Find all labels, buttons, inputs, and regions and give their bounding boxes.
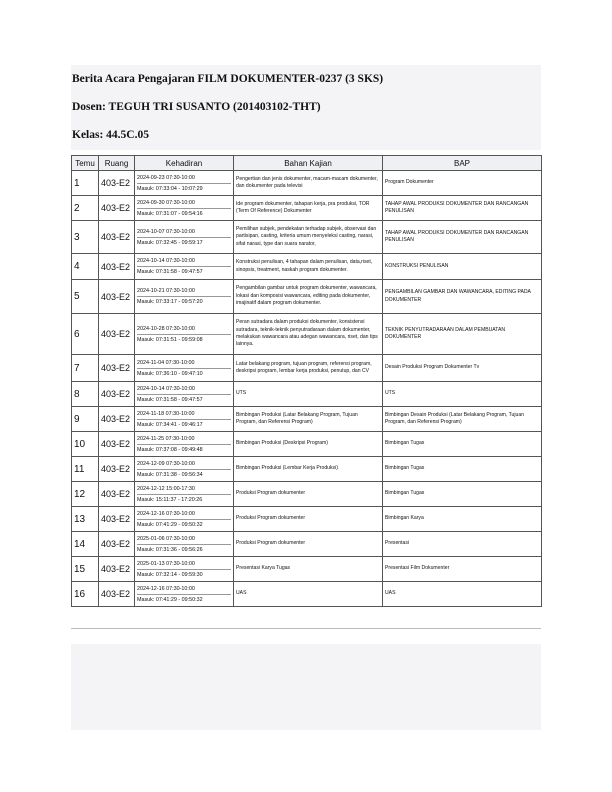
- check-in-time: Masuk: 07:31:38 - 09:56:34: [137, 471, 203, 478]
- check-in-time: Masuk: 07:32:45 - 09:59:17: [137, 239, 203, 246]
- cell-kehadiran: [135, 382, 234, 407]
- cell-bahan-kajian: Pengertian dan jenis dokumenter, macam-macam dokumenter, dan dokumenter pada televisi: [234, 171, 383, 196]
- cell-temu: 1: [72, 171, 99, 196]
- cell-ruang: 403-E2: [99, 407, 135, 432]
- cell-bap: Presentasi Film Dokumenter: [383, 557, 542, 582]
- cell-ruang: 403-E2: [99, 382, 135, 407]
- cell-temu: 3: [72, 221, 99, 254]
- scheduled-time: 2024-12-09 07:30-10:00: [137, 459, 231, 470]
- cell-kehadiran: [135, 280, 234, 314]
- table-row: [72, 432, 542, 457]
- cell-ruang: 403-E2: [99, 254, 135, 280]
- check-in-time: Masuk: 07:41:29 - 09:50:32: [137, 596, 203, 603]
- cell-temu: 10: [72, 432, 99, 457]
- cell-bahan-kajian: Produksi Program dokumenter: [234, 507, 383, 532]
- cell-temu: 13: [72, 507, 99, 532]
- cell-ruang: 403-E2: [99, 582, 135, 607]
- cell-kehadiran: [135, 196, 234, 221]
- cell-kehadiran: [135, 482, 234, 507]
- check-in-time: Masuk: 07:36:10 - 09:47:10: [137, 370, 203, 377]
- table-row: [72, 280, 542, 314]
- scheduled-time: 2024-09-23 07:30-10:00: [137, 173, 231, 184]
- cell-ruang: 403-E2: [99, 196, 135, 221]
- cell-bap: TAHAP AWAL PRODUKSI DOKUMENTER DAN RANCANGAN PENULISAN: [383, 196, 542, 221]
- cell-bahan-kajian: Produksi Program dokumenter: [234, 532, 383, 557]
- cell-bap: UAS: [383, 582, 542, 607]
- cell-kehadiran: [135, 432, 234, 457]
- cell-ruang: 403-E2: [99, 314, 135, 355]
- cell-kehadiran: [135, 507, 234, 532]
- cell-bap: Desain Produksi Program Dokumenter Tv: [383, 355, 542, 382]
- cell-bahan-kajian: Presentasi Karya Tugas: [234, 557, 383, 582]
- cell-temu: 14: [72, 532, 99, 557]
- cell-temu: 8: [72, 382, 99, 407]
- table-row: [72, 507, 542, 532]
- col-header-bahan-kajian: Bahan Kajian: [234, 156, 383, 171]
- scheduled-time: 2024-10-07 07:30-10:00: [137, 227, 231, 238]
- cell-kehadiran: [135, 582, 234, 607]
- cell-bap: UTS: [383, 382, 542, 407]
- table-row: [72, 221, 542, 254]
- scheduled-time: 2024-12-16 07:30-10:00: [137, 584, 231, 595]
- cell-bahan-kajian: Produksi Program dokumenter: [234, 482, 383, 507]
- cell-kehadiran: [135, 355, 234, 382]
- cell-temu: 12: [72, 482, 99, 507]
- cell-temu: 2: [72, 196, 99, 221]
- col-header-ruang: Ruang: [99, 156, 135, 171]
- table-header-row: [72, 156, 542, 171]
- cell-kehadiran: [135, 532, 234, 557]
- col-header-bap: BAP: [383, 156, 542, 171]
- scheduled-time: 2024-11-25 07:30-10:00: [137, 434, 231, 445]
- divider: [71, 628, 541, 629]
- attendance-table: [71, 155, 542, 607]
- cell-kehadiran: [135, 171, 234, 196]
- check-in-time: Masuk: 15:11:37 - 17:20:26: [137, 496, 203, 503]
- scheduled-time: 2024-11-04 07:30-10:00: [137, 358, 231, 369]
- scheduled-time: 2024-10-21 07:30-10:00: [137, 286, 231, 297]
- scheduled-time: 2025-01-06 07:30-10:00: [137, 534, 231, 545]
- cell-temu: 9: [72, 407, 99, 432]
- table-row: [72, 171, 542, 196]
- cell-bahan-kajian: Latar belakang program, tujuan program, referensi program, deskripsi program, lembar kerja produksi, penutup, dan CV: [234, 355, 383, 382]
- scheduled-time: 2024-11-18 07:30-10:00: [137, 409, 231, 420]
- check-in-time: Masuk: 07:41:29 - 09:50:32: [137, 521, 203, 528]
- cell-bap: TAHAP AWAL PRODUKSI DOKUMENTER DAN RANCANGAN PENULISAN: [383, 221, 542, 254]
- scheduled-time: 2024-10-14 07:30-10:00: [137, 384, 231, 395]
- cell-kehadiran: [135, 457, 234, 482]
- check-in-time: Masuk: 07:31:58 - 09:47:57: [137, 396, 203, 403]
- cell-temu: 5: [72, 280, 99, 314]
- check-in-time: Masuk: 07:31:07 - 09:54:16: [137, 210, 203, 217]
- scheduled-time: 2025-01-13 07:30-10:00: [137, 559, 231, 570]
- scheduled-time: 2024-10-14 07:30-10:00: [137, 256, 231, 267]
- cell-ruang: 403-E2: [99, 221, 135, 254]
- table-row: [72, 557, 542, 582]
- cell-bahan-kajian: UTS: [234, 382, 383, 407]
- check-in-time: Masuk: 07:33:04 - 10:07:29: [137, 185, 203, 192]
- cell-bahan-kajian: Konstruksi penulisan, 4 tahapan dalam penulisan, data,riset, sinopsis, treatment, naskah program dokumenter.: [234, 254, 383, 280]
- cell-bahan-kajian: Pengambilan gambar untuk program dokumenter, wawancara, lokasi dan komposisi wawancara, editing pada dokumenter, imajinatif dalam program dokumenter.: [234, 280, 383, 314]
- col-header-kehadiran: Kehadiran: [135, 156, 234, 171]
- check-in-time: Masuk: 07:33:17 - 09:57:20: [137, 299, 203, 305]
- cell-temu: 4: [72, 254, 99, 280]
- cell-temu: 7: [72, 355, 99, 382]
- cell-ruang: 403-E2: [99, 532, 135, 557]
- cell-bap: Presentasi: [383, 532, 542, 557]
- cell-bahan-kajian: Ide program dokumenter, tahapan kerja, pra produksi, TOR (Term Of Reference) Dokumenter: [234, 196, 383, 221]
- cell-ruang: 403-E2: [99, 482, 135, 507]
- cell-bahan-kajian: Pemilihan subjek, pendekatan terhadap subjek, observasi dan partisipan, casting, kriteria umum menyeleksi casting, narasi, sifat narasi, type dan suara narator,: [234, 221, 383, 254]
- cell-bap: KONSTRUKSI PENULISAN: [383, 254, 542, 280]
- cell-bap: Bimbingan Tugas: [383, 482, 542, 507]
- cell-bahan-kajian: Peran sutradara dalam produksi dokumenter, konsistensi sutradara, teknik-teknik penyutradaraan dalam dokumenter, melakukan wawancara atau adegan wawancara, riset, dan tips lainnya.: [234, 314, 383, 355]
- cell-bap: Bimbingan Karya: [383, 507, 542, 532]
- check-in-time: Masuk: 07:32:14 - 09:59:30: [137, 571, 203, 578]
- cell-ruang: 403-E2: [99, 355, 135, 382]
- check-in-time: Masuk: 07:37:08 - 09:49:48: [137, 446, 203, 453]
- class-line: Kelas: 44.5C.05: [72, 129, 149, 141]
- cell-ruang: 403-E2: [99, 432, 135, 457]
- check-in-time: Masuk: 07:31:51 - 09:59:08: [137, 336, 203, 343]
- check-in-time: Masuk: 07:34:41 - 09:46:17: [137, 421, 203, 428]
- cell-kehadiran: [135, 314, 234, 355]
- scheduled-time: 2024-09-30 07:30-10:00: [137, 198, 231, 209]
- cell-bap: Bimbingan Tugas: [383, 432, 542, 457]
- cell-bap: TEKNIK PENYUTRADARAAN DALAM PEMBUATAN DOKUMENTER: [383, 314, 542, 355]
- cell-ruang: 403-E2: [99, 557, 135, 582]
- table-row: [72, 482, 542, 507]
- cell-ruang: 403-E2: [99, 457, 135, 482]
- cell-kehadiran: [135, 254, 234, 280]
- table-row: [72, 314, 542, 355]
- cell-bap: Program Dokumenter: [383, 171, 542, 196]
- table-row: [72, 532, 542, 557]
- cell-temu: 11: [72, 457, 99, 482]
- cell-ruang: 403-E2: [99, 280, 135, 314]
- cell-kehadiran: [135, 407, 234, 432]
- cell-ruang: 403-E2: [99, 171, 135, 196]
- col-header-temu: Temu: [72, 156, 99, 171]
- cell-temu: 15: [72, 557, 99, 582]
- table-row: [72, 355, 542, 382]
- page-title: Berita Acara Pengajaran FILM DOKUMENTER-0237 (3 SKS): [72, 73, 384, 85]
- cell-bap: PENGAMBILAN GAMBAR DAN WAWANCARA, EDITING PADA DOKUMENTER: [383, 280, 542, 314]
- cell-temu: 6: [72, 314, 99, 355]
- cell-bahan-kajian: UAS: [234, 582, 383, 607]
- table-row: [72, 196, 542, 221]
- scheduled-time: 2024-12-12 15:00-17:30: [137, 484, 231, 495]
- table-row: [72, 407, 542, 432]
- cell-bahan-kajian: Bimbingan Produksi (Lembar Kerja Produksi): [234, 457, 383, 482]
- cell-ruang: 403-E2: [99, 507, 135, 532]
- cell-temu: 16: [72, 582, 99, 607]
- cell-bahan-kajian: Bimbingan Produksi (Latar Belakang Program, Tujuan Program, dan Referensi Program): [234, 407, 383, 432]
- check-in-time: Masuk: 07:31:58 - 09:47:57: [137, 269, 203, 275]
- table-row: [72, 254, 542, 280]
- cell-bap: Bimbingan Tugas: [383, 457, 542, 482]
- cell-kehadiran: [135, 221, 234, 254]
- footer-panel: [71, 644, 541, 730]
- scheduled-time: 2024-12-16 07:30-10:00: [137, 509, 231, 520]
- lecturer-line: Dosen: TEGUH TRI SUSANTO (201403102-THT): [72, 101, 321, 113]
- cell-bahan-kajian: Bimbingan Produksi (Deskripsi Program): [234, 432, 383, 457]
- table-row: [72, 582, 542, 607]
- cell-kehadiran: [135, 557, 234, 582]
- cell-bap: Bimbingan Desain Produksi (Latar Belakang Program, Tujuan Program, dan Referensi Program): [383, 407, 542, 432]
- check-in-time: Masuk: 07:31:36 - 09:56:26: [137, 546, 203, 553]
- scheduled-time: 2024-10-28 07:30-10:00: [137, 324, 231, 335]
- table-row: [72, 457, 542, 482]
- table-row: [72, 382, 542, 407]
